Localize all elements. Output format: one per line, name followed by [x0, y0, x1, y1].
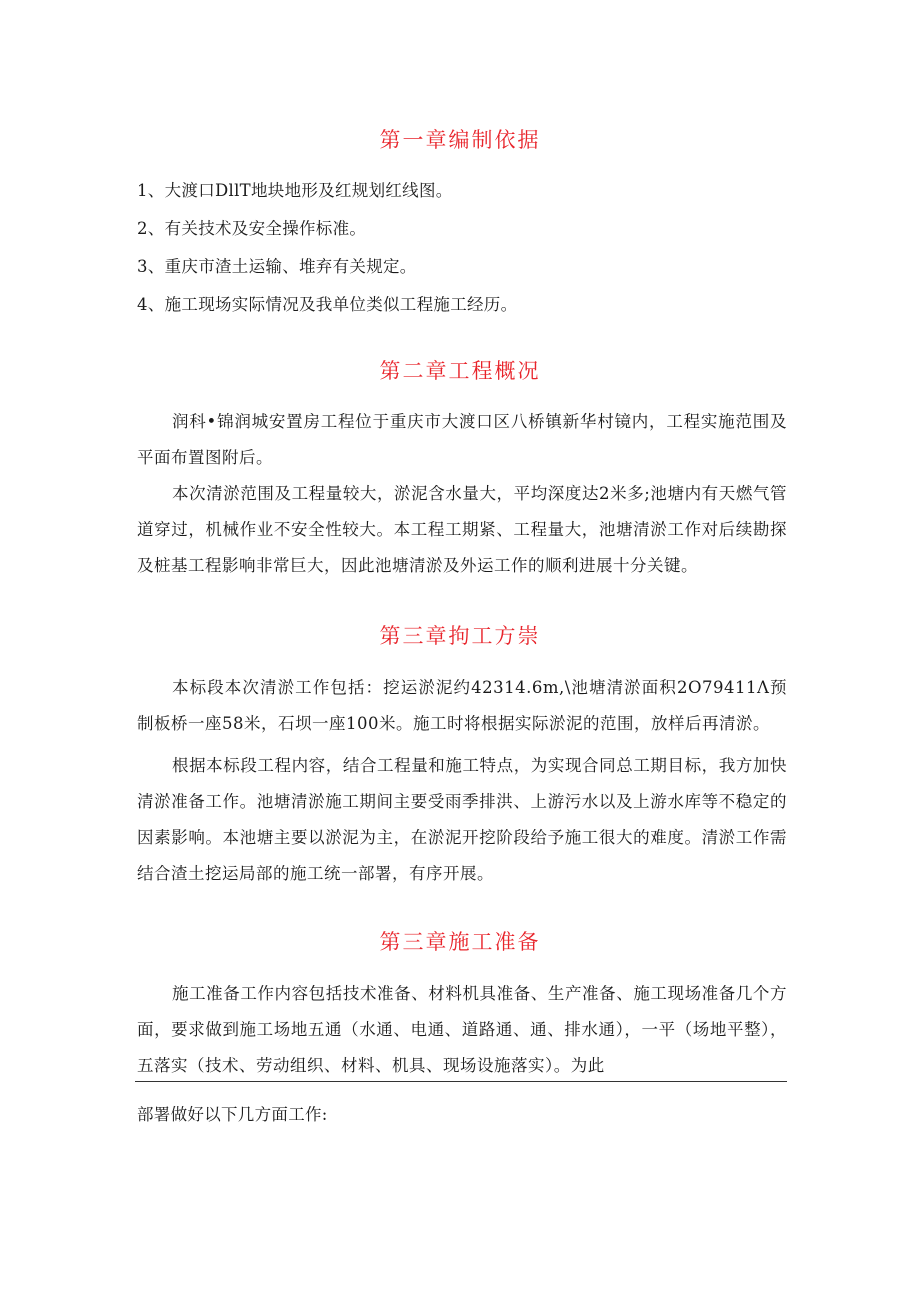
list-item: 2、有关技术及安全操作标准。 [137, 219, 367, 238]
chapter-4-title: 第三章施工准备 [379, 930, 541, 954]
chapter-1-title: 第一章编制依据 [379, 128, 541, 152]
paragraph: 施工准备工作内容包括技术准备、材料机具准备、生产准备、施工现场准备几个方面，要求做到施工场地五通（水通、电通、道路通、通、排水通），一平（场地平整），五落实（技术、劳动组织、材料、机具、现场设施落实）。为此 [137, 984, 787, 1075]
chapter-2-title: 第二章工程概况 [379, 359, 541, 383]
chapter-3-title: 第三章拘工方崇 [379, 624, 541, 648]
paragraph: 根据本标段工程内容，结合工程量和施工特点，为实现合同总工期目标，我方加快清淤准备工作。池塘清淤施工期间主要受雨季排洪、上游污水以及上游水库等不稳定的因素影响。本池塘主要以淤泥为主，在淤泥开挖阶段给予施工很大的难度。清淤工作需结合渣土挖运局部的施工统一部署，有序开展。 [137, 756, 787, 883]
continuation-text: 部署做好以下几方面工作: [137, 1105, 328, 1124]
list-item: 4、施工现场实际情况及我单位类似工程施工经历。 [137, 295, 518, 314]
paragraph: 本次清淤范围及工程量较大，淤泥含水量大，平均深度达2米多;池塘内有天燃气管道穿过，机械作业不安全性较大。本工程工期紧、工程量大，池塘清淤工作对后续勘探及桩基工程影响非常巨大，因此池塘清淤及外运工作的顺利进展十分关键。 [137, 484, 787, 575]
list-item: 3、重庆市渣土运输、堆弃有关规定。 [137, 257, 417, 276]
list-item: 1、大渡口DllT地块地形及红规划红线图。 [137, 181, 453, 200]
paragraph: 润科•锦润城安置房工程位于重庆市大渡口区八桥镇新华村镜内，工程实施范围及平面布置图附后。 [137, 412, 787, 467]
paragraph: 本标段本次清淤工作包括：挖运淤泥约42314.6m,\池塘清淤面积2O79411Λ预制板桥一座58米，石坝一座100米。施工时将根据实际淤泥的范围，放样后再清淤。 [137, 678, 787, 733]
divider-line [135, 1081, 787, 1082]
